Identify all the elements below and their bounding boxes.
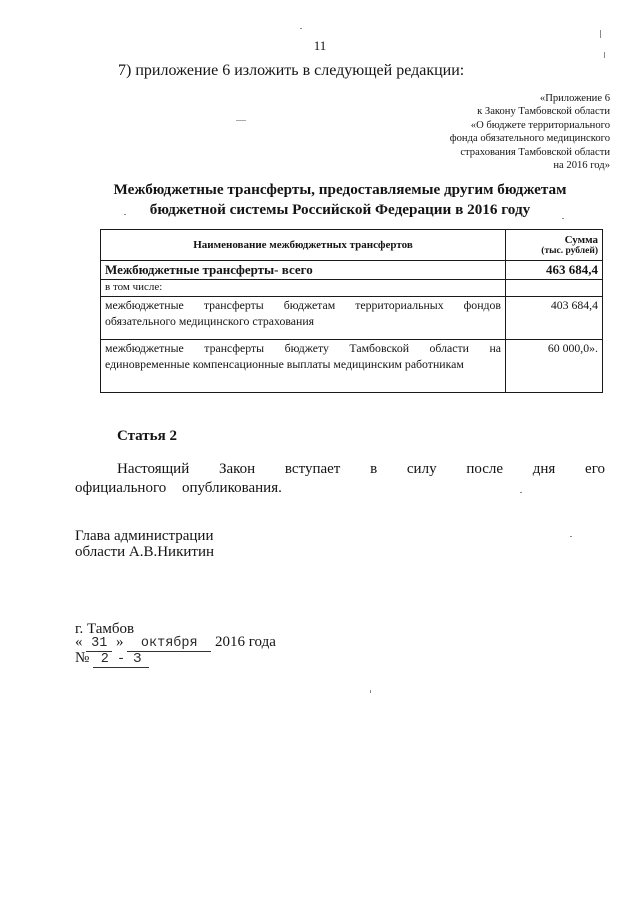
scan-speck <box>236 120 246 121</box>
transfers-table <box>100 229 603 393</box>
scan-speck <box>600 30 601 38</box>
title-line: Межбюджетные трансферты, предоставляемые другим бюджетам <box>113 181 567 198</box>
scan-speck <box>604 52 605 58</box>
scan-speck <box>520 492 522 493</box>
date-day: 31 <box>86 636 112 652</box>
table-row <box>101 297 603 340</box>
appendix-line: страхования Тамбовской области <box>460 146 610 158</box>
scan-speck <box>124 214 126 215</box>
scan-speck <box>562 218 564 219</box>
including-empty-cell <box>506 280 603 297</box>
number-prefix: № <box>75 650 90 666</box>
title-line: бюджетной системы Российской Федерации в 2016 году <box>149 201 531 218</box>
date-middle: » <box>116 634 124 650</box>
appendix-line: «О бюджете территориального <box>470 119 610 131</box>
including-label: в том числе: <box>101 280 506 297</box>
article-text: Настоящий Закон вступает в силу после дня его официального опубликования. <box>75 461 605 496</box>
header-name: Наименование межбюджетных трансфертов <box>101 230 506 261</box>
number-line <box>75 650 149 668</box>
total-value: 463 684,4 <box>506 261 603 280</box>
header-sum <box>506 230 603 261</box>
number-value: 2 - З <box>93 652 149 668</box>
document-title <box>60 180 620 220</box>
table-row <box>101 340 603 393</box>
place: г. Тамбов <box>75 621 135 637</box>
scan-speck <box>570 536 572 537</box>
row-name: межбюджетные трансферты бюджетам территориальных фондов обязательного медицинского страхования <box>101 297 506 340</box>
date-suffix: 2016 года <box>215 634 276 650</box>
scan-speck <box>300 28 302 29</box>
article-heading: Статья 2 <box>117 428 177 444</box>
row-amount: 403 684,4 <box>506 297 603 340</box>
appendix-line: «Приложение 6 <box>539 93 610 104</box>
date-prefix: « <box>75 634 83 650</box>
scan-speck <box>370 690 371 693</box>
total-label: Межбюджетные трансферты- всего <box>101 261 506 280</box>
row-amount: 60 000,0». <box>506 340 603 393</box>
appendix-line: к Закону Тамбовской области <box>477 106 610 118</box>
appendix-line: на 2016 год» <box>553 160 610 172</box>
signature-line: области А.В.Никитин <box>75 544 215 560</box>
date-month: октября <box>127 636 211 652</box>
signature-line: Глава администрации <box>75 528 214 544</box>
intro-line: 7) приложение 6 изложить в следующей редакции: <box>118 62 465 79</box>
table-header-row <box>101 230 603 261</box>
including-row <box>101 280 603 297</box>
appendix-caption <box>350 92 610 172</box>
signature-block <box>75 528 214 560</box>
page-number: 11 <box>313 38 327 53</box>
row-name: межбюджетные трансферты бюджету Тамбовской области на единовременные компенсационные выплаты медицинским работникам <box>101 340 506 393</box>
header-sum-unit: (тыс. рублей) <box>541 246 598 256</box>
appendix-line: фонда обязательного медицинского <box>449 133 610 145</box>
header-sum-label: Сумма <box>564 234 598 246</box>
total-row <box>101 261 603 280</box>
